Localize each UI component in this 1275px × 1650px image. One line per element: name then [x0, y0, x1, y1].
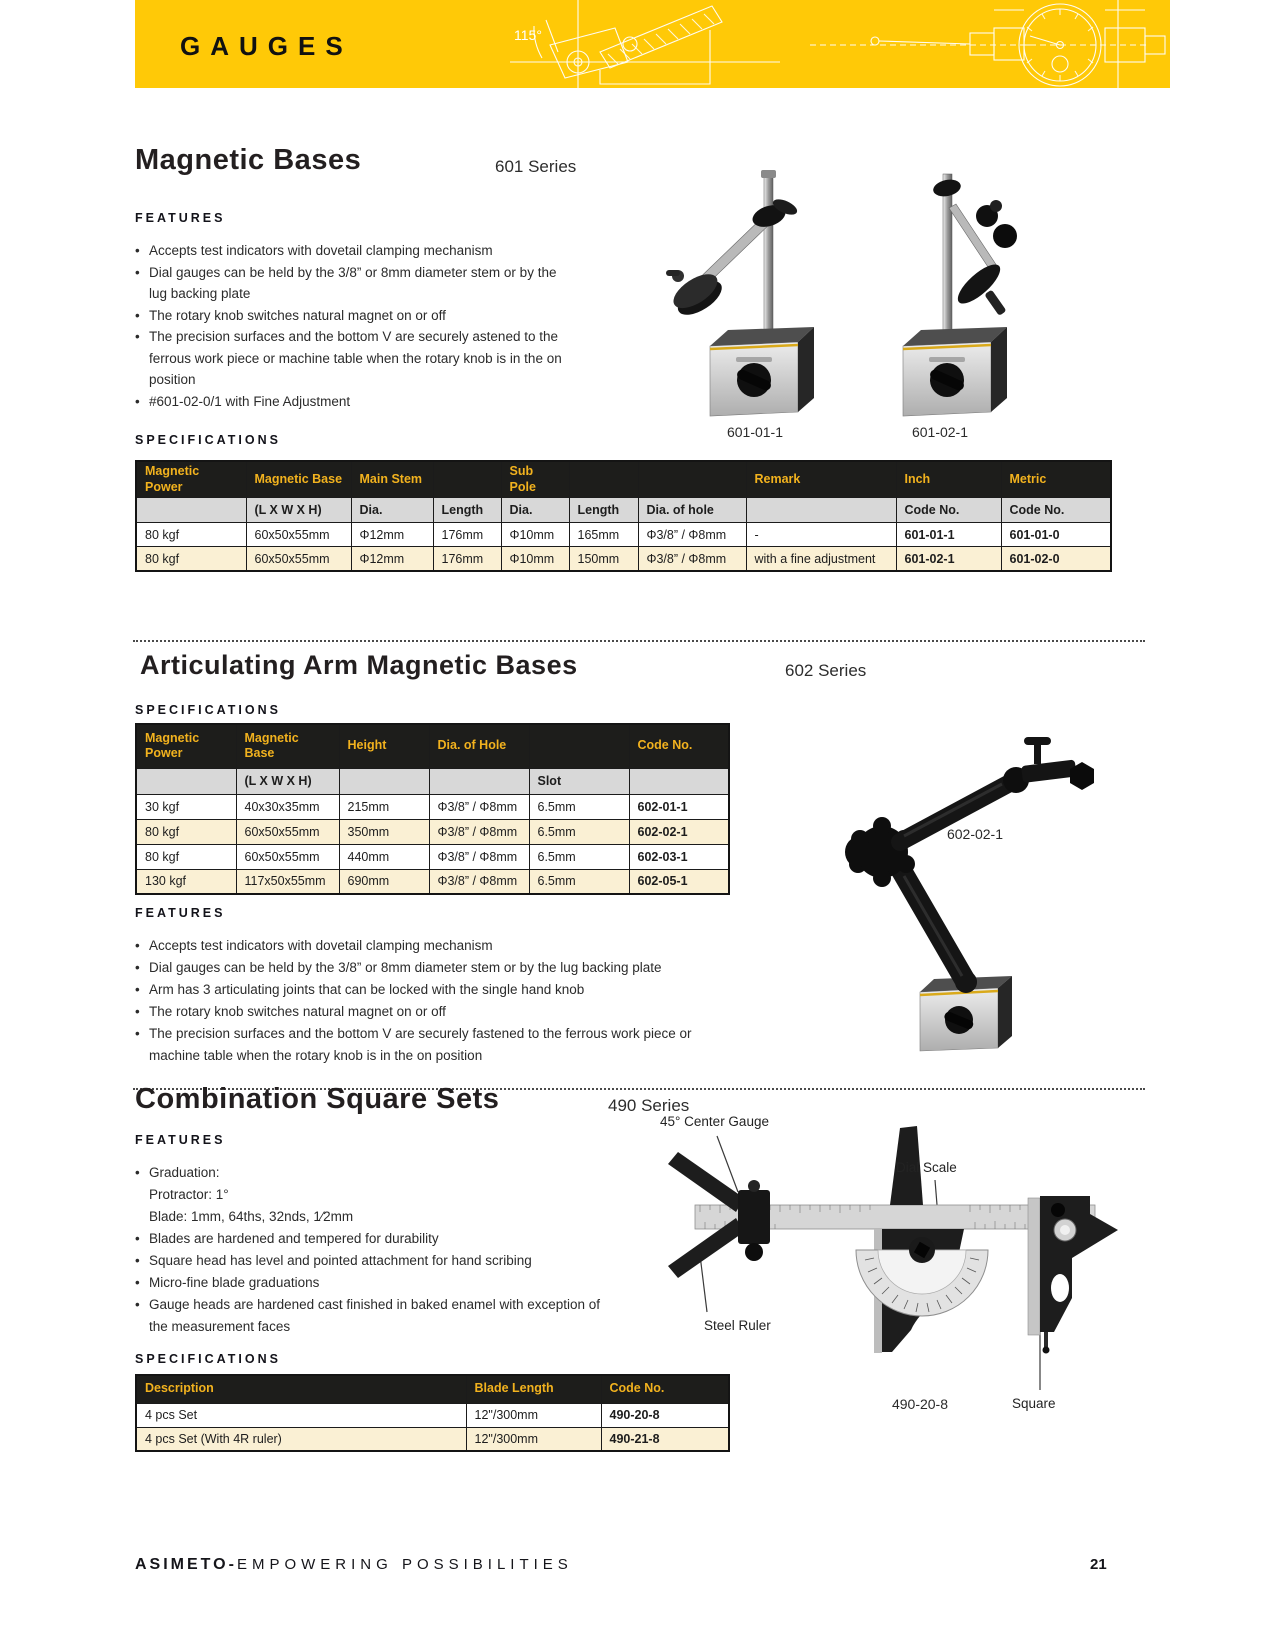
feature-item: • The rotary knob switches natural magnet on or off: [135, 1001, 695, 1023]
articulating-arm-photo-602-02-1: [770, 692, 1100, 1057]
table-subheader-row: (L X W X H) Slot: [136, 768, 729, 794]
table-header-row: Magnetic Power Magnetic Base Height Dia. of Hole Code No.: [136, 724, 729, 768]
label-center-gauge: 45° Center Gauge: [660, 1114, 769, 1129]
page-banner: [135, 0, 1170, 88]
feature-item: • The precision surfaces and the bottom V are securely fastened to the ferrous work piece or machine table when the rotary knob is in the on position: [135, 1023, 695, 1067]
features-list-602: [135, 935, 695, 1067]
feature-item: • #601-02-0/1 with Fine Adjustment: [135, 391, 570, 413]
footer: [135, 1556, 573, 1574]
table-header-row: Magnetic Power Magnetic Base Main Stem Sub Pole Remark Inch Metric: [136, 461, 1111, 498]
table-row: 4 pcs Set 12"/300mm 490-20-8: [136, 1403, 729, 1427]
section-divider: [133, 640, 1145, 642]
spec-table-601: [135, 460, 1112, 572]
table-header-row: Description Blade Length Code No.: [136, 1375, 729, 1403]
footer-tagline: EMPOWERING POSSIBILITIES: [236, 1556, 573, 1573]
specifications-heading-601: SPECIFICATIONS: [135, 433, 281, 447]
spec-table-602: [135, 723, 730, 895]
features-list-601: [135, 240, 570, 412]
feature-item: • Gauge heads are hardened cast finished in baked enamel with exception of the measurement faces: [135, 1294, 605, 1338]
page-number: 21: [1090, 1556, 1107, 1573]
spec-table-490: [135, 1374, 730, 1452]
feature-item: • Dial gauges can be held by the 3/8” or 8mm diameter stem or by the lug backing plate: [135, 262, 570, 305]
combination-square-set-photo: [620, 1100, 1180, 1420]
photo-caption-490-20-8: 490-20-8: [891, 1396, 949, 1412]
section-title-articulating-arm: Articulating Arm Magnetic Bases: [140, 650, 578, 680]
label-steel-ruler: Steel Ruler: [704, 1318, 771, 1333]
feature-item: • Dial gauges can be held by the 3/8” or 8mm diameter stem or by the lug backing plate: [135, 957, 695, 979]
feature-item: • The precision surfaces and the bottom V are securely astened to the ferrous work piece or machine table when the rotary knob is in the on position: [135, 326, 570, 391]
specifications-heading-602: SPECIFICATIONS: [135, 703, 281, 717]
table-row: 80 kgf 60x50x55mm Φ12mm 176mm Φ10mm 165mm Φ3/8” / Φ8mm - 601-01-1 601-01-0: [136, 523, 1111, 547]
table-row: 4 pcs Set (With 4R ruler) 12"/300mm 490-21-8: [136, 1427, 729, 1451]
features-heading-601: FEATURES: [135, 211, 226, 225]
photo-caption-601-02-1: 601-02-1: [911, 424, 969, 440]
feature-item: • Arm has 3 articulating joints that can be locked with the single hand knob: [135, 979, 695, 1001]
photo-caption-601-01-1: 601-01-1: [726, 424, 784, 440]
label-square: Square: [1012, 1396, 1056, 1411]
series-602: 602 Series: [785, 661, 867, 680]
technical-drawing-art: [450, 0, 1170, 88]
table-row: 80 kgf 60x50x55mm 440mm Φ3/8” / Φ8mm 6.5mm 602-03-1: [136, 844, 729, 869]
feature-subitem: Blade: 1mm, 64ths, 32nds, 1⁄2mm: [149, 1209, 354, 1224]
features-heading-602: FEATURES: [135, 906, 226, 920]
table-row: 30 kgf 40x30x35mm 215mm Φ3/8” / Φ8mm 6.5mm 602-01-1: [136, 794, 729, 819]
features-heading-490: FEATURES: [135, 1133, 226, 1147]
table-row: 80 kgf 60x50x55mm Φ12mm 176mm Φ10mm 150mm Φ3/8” / Φ8mm with a fine adjustment 601-02-1 601-02-0: [136, 547, 1111, 571]
table-row: 80 kgf 60x50x55mm 350mm Φ3/8” / Φ8mm 6.5mm 602-02-1: [136, 819, 729, 844]
series-601: 601 Series: [495, 157, 577, 176]
section-title-magnetic-bases: Magnetic Bases: [135, 144, 362, 176]
features-list-490: [135, 1162, 605, 1338]
label-dial-scale: Dial Scale: [896, 1160, 957, 1175]
specifications-heading-490: SPECIFICATIONS: [135, 1352, 281, 1366]
feature-item: • Micro-fine blade graduations: [135, 1272, 605, 1294]
feature-item: • Accepts test indicators with dovetail clamping mechanism: [135, 935, 695, 957]
series-490: 490 Series: [608, 1096, 690, 1115]
magnetic-base-photo-601-01-1: [648, 150, 860, 422]
section-title-combination-square-sets: Combination Square Sets: [135, 1083, 500, 1115]
feature-item: • Accepts test indicators with dovetail clamping mechanism: [135, 240, 570, 262]
feature-item: • Square head has level and pointed attachment for hand scribing: [135, 1250, 605, 1272]
footer-brand: ASIMETO-: [135, 1556, 237, 1573]
feature-item: • Blades are hardened and tempered for durability: [135, 1228, 605, 1250]
table-row: 130 kgf 117x50x55mm 690mm Φ3/8” / Φ8mm 6.5mm 602-05-1: [136, 869, 729, 894]
banner-angle-annotation: 115°: [514, 27, 542, 43]
feature-item: • The rotary knob switches natural magnet on or off: [135, 305, 570, 327]
table-subheader-row: (L X W X H) Dia. Length Dia. Length Dia. of hole Code No. Code No.: [136, 498, 1111, 523]
page-title: GAUGES: [180, 31, 353, 61]
feature-item: • Graduation:: [135, 1162, 605, 1184]
photo-caption-602-02-1: 602-02-1: [946, 826, 1004, 842]
feature-subitem: Protractor: 1°: [149, 1187, 229, 1202]
magnetic-base-photo-601-02-1: [845, 150, 1045, 422]
